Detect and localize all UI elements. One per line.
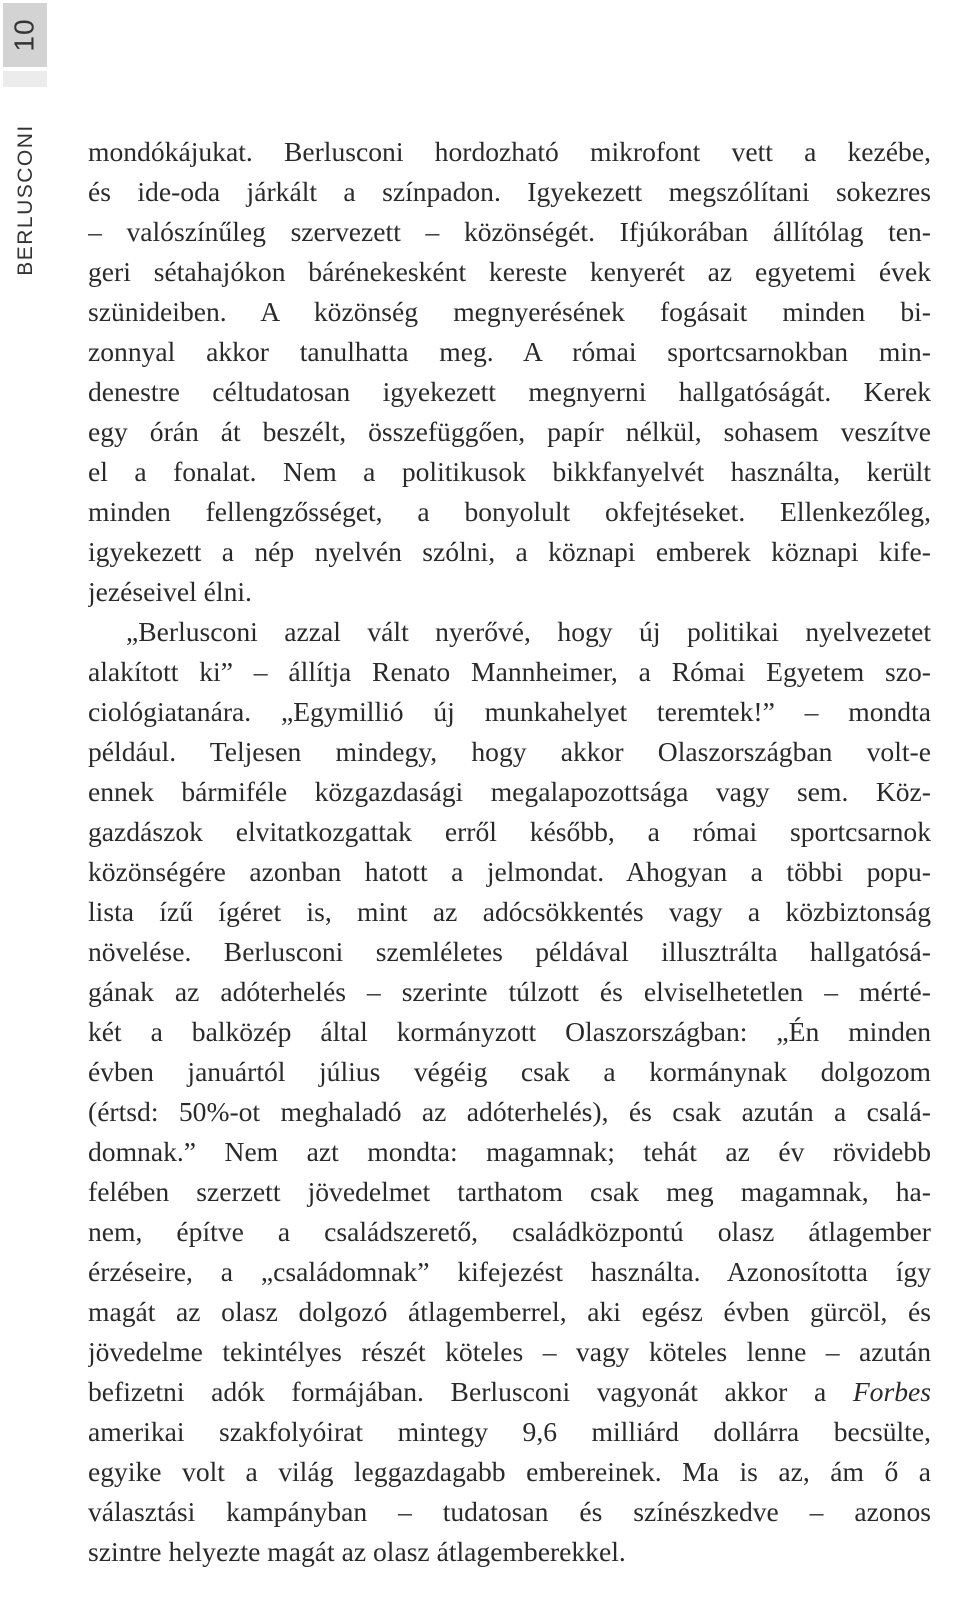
text-line: választási kampányban – tudatosan és színészkedve – azonos bbox=[88, 1496, 931, 1527]
text-line: alakított ki” – állítja Renato Mannheimer, a Római Egyetem szo- bbox=[88, 656, 931, 687]
text-line: zonnyal akkor tanulhatta meg. A római sportcsarnokban min- bbox=[88, 336, 931, 367]
magazine-title: Forbes bbox=[852, 1376, 931, 1407]
text-line: két a balközép által kormányzott Olaszországban: „Én minden bbox=[88, 1016, 931, 1047]
body-text bbox=[88, 132, 931, 1572]
text-line: magát az olasz dolgozó átlagemberrel, aki egész évben gürcöl, és bbox=[88, 1296, 931, 1327]
text-line: „Berlusconi azzal vált nyerővé, hogy új politikai nyelvezetet bbox=[126, 616, 931, 647]
text-line: növelése. Berlusconi szemléletes példával illusztrálta hallgatósá- bbox=[88, 936, 931, 967]
text-line: denestre céltudatosan igyekezett megnyerni hallgatóságát. Kerek bbox=[88, 376, 931, 407]
text-line: minden fellengzősséget, a bonyolult okfejtéseket. Ellenkezőleg, bbox=[88, 496, 931, 527]
text-line: jezéseivel élni. bbox=[88, 576, 252, 607]
text-line: el a fonalat. Nem a politikusok bikkfanyelvét használta, került bbox=[88, 456, 931, 487]
text-line: gának az adóterhelés – szerinte túlzott és elviselhetetlen – mérté- bbox=[88, 976, 931, 1007]
text-line: például. Teljesen mindegy, hogy akkor Olaszországban volt-e bbox=[88, 736, 931, 767]
text-line: ciológiatanára. „Egymillió új munkahelyet teremtek!” – mondta bbox=[88, 696, 931, 727]
text-line: befizetni adók formájában. Berlusconi vagyonát akkor a Forbes bbox=[88, 1376, 931, 1407]
page-number-underbar bbox=[3, 71, 47, 87]
text-line: igyekezett a nép nyelvén szólni, a köznapi emberek köznapi kife- bbox=[88, 536, 931, 567]
text-line: geri sétahajókon bárénekesként kereste kenyerét az egyetemi évek bbox=[88, 256, 931, 287]
text-line: szintre helyezte magát az olasz átlagemberekkel. bbox=[88, 1536, 626, 1567]
running-head: BERLUSCONI bbox=[14, 124, 37, 276]
text-line: (értsd: 50%-ot meghaladó az adóterhelés), és csak azután a csalá- bbox=[88, 1096, 931, 1127]
paragraph bbox=[88, 132, 931, 612]
text-line: érzéseire, a „családomnak” kifejezést használta. Azonosította így bbox=[88, 1256, 931, 1287]
text-line: gazdászok elvitatkozgattak erről később, a római sportcsarnok bbox=[88, 816, 931, 847]
text-line: jövedelme tekintélyes részét köteles – vagy köteles lenne – azután bbox=[88, 1336, 931, 1367]
text-line: mondókájukat. Berlusconi hordozható mikrofont vett a kezébe, bbox=[88, 136, 931, 167]
text-line: amerikai szakfolyóirat mintegy 9,6 milliárd dollárra becsülte, bbox=[88, 1416, 931, 1447]
text-line: ennek bármiféle közgazdasági megalapozottsága vagy sem. Köz- bbox=[88, 776, 931, 807]
text-line: felében szerzett jövedelmet tarthatom csak meg magamnak, ha- bbox=[88, 1176, 931, 1207]
page-number-tab bbox=[3, 3, 47, 67]
text-line: szünideiben. A közönség megnyerésének fogásait minden bi- bbox=[88, 296, 931, 327]
text-line: évben januártól július végéig csak a kormánynak dolgozom bbox=[88, 1056, 931, 1087]
text-line: egyike volt a világ leggazdagabb embereinek. Ma is az, ám ő a bbox=[88, 1456, 931, 1487]
text-line: egy órán át beszélt, összefüggően, papír nélkül, sohasem veszítve bbox=[88, 416, 931, 447]
text-line: – valószínűleg szervezett – közönségét. Ifjúkorában állítólag ten- bbox=[88, 216, 931, 247]
page-margin bbox=[0, 0, 48, 1615]
text-line: és ide-oda járkált a színpadon. Igyekezett megszólítani sokezres bbox=[88, 176, 931, 207]
text-line: közönségére azonban hatott a jelmondat. Ahogyan a többi popu- bbox=[88, 856, 931, 887]
text-line: lista ízű ígéret is, mint az adócsökkentés vagy a közbiztonság bbox=[88, 896, 931, 927]
text-line: nem, építve a családszerető, családközpontú olasz átlagember bbox=[88, 1216, 931, 1247]
paragraph bbox=[88, 612, 931, 1572]
page-number: 10 bbox=[9, 18, 40, 52]
text-line: domnak.” Nem azt mondta: magamnak; tehát az év rövidebb bbox=[88, 1136, 931, 1167]
